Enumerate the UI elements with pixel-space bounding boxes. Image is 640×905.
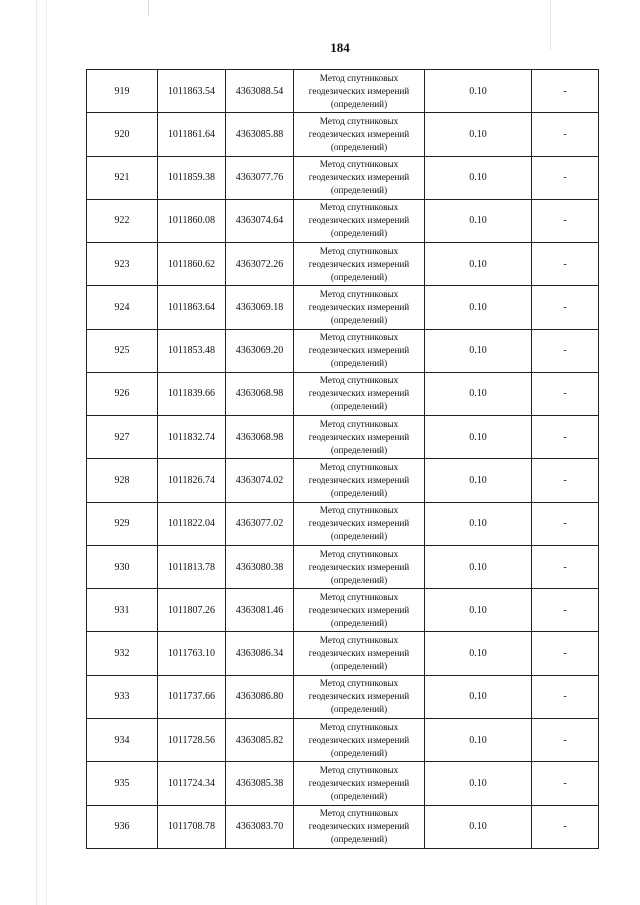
method-line: Метод спутниковых (319, 591, 399, 602)
y-coordinate-cell: 4363080.38 (226, 545, 294, 588)
method-line: Метод спутниковых (319, 245, 399, 256)
method-line: геодезических измерений (308, 691, 410, 702)
method-line: (определений) (330, 834, 388, 845)
table-row (87, 545, 599, 588)
x-coordinate-cell: 1011724.34 (158, 762, 226, 805)
note-cell: - (532, 243, 599, 286)
method-cell (294, 502, 425, 545)
method-line: геодезических измерений (308, 734, 410, 745)
table-row (87, 718, 599, 761)
method-line: геодезических измерений (308, 475, 410, 486)
y-coordinate-cell: 4363069.20 (226, 329, 294, 372)
method-line: (определений) (330, 747, 388, 758)
y-coordinate-cell: 4363081.46 (226, 589, 294, 632)
point-number-cell: 931 (87, 589, 158, 632)
note-cell: - (532, 502, 599, 545)
method-cell (294, 459, 425, 502)
point-number-cell: 921 (87, 156, 158, 199)
accuracy-cell: 0.10 (425, 675, 532, 718)
point-number-cell: 927 (87, 416, 158, 459)
x-coordinate-cell: 1011813.78 (158, 545, 226, 588)
x-coordinate-cell: 1011863.64 (158, 286, 226, 329)
table-row (87, 156, 599, 199)
y-coordinate-cell: 4363085.88 (226, 113, 294, 156)
point-number-cell: 929 (87, 502, 158, 545)
method-line: Метод спутниковых (319, 159, 399, 170)
x-coordinate-cell: 1011826.74 (158, 459, 226, 502)
table-row (87, 372, 599, 415)
point-number-cell: 936 (87, 805, 158, 848)
x-coordinate-cell: 1011708.78 (158, 805, 226, 848)
x-coordinate-cell: 1011860.08 (158, 199, 226, 242)
y-coordinate-cell: 4363085.82 (226, 718, 294, 761)
note-cell: - (532, 199, 599, 242)
accuracy-cell: 0.10 (425, 632, 532, 675)
y-coordinate-cell: 4363074.02 (226, 459, 294, 502)
note-cell: - (532, 113, 599, 156)
accuracy-cell: 0.10 (425, 113, 532, 156)
method-line: Метод спутниковых (319, 115, 399, 126)
note-cell: - (532, 762, 599, 805)
table-row (87, 805, 599, 848)
accuracy-cell: 0.10 (425, 199, 532, 242)
method-cell (294, 329, 425, 372)
method-line: Метод спутниковых (319, 505, 399, 516)
x-coordinate-cell: 1011859.38 (158, 156, 226, 199)
method-cell (294, 70, 425, 113)
table-row (87, 416, 599, 459)
method-line: (определений) (330, 141, 388, 152)
point-number-cell: 923 (87, 243, 158, 286)
method-cell (294, 416, 425, 459)
method-line: Метод спутниковых (319, 721, 399, 732)
method-line: геодезических измерений (308, 172, 410, 183)
method-cell (294, 589, 425, 632)
method-cell (294, 718, 425, 761)
note-cell: - (532, 156, 599, 199)
method-line: геодезических измерений (308, 518, 410, 529)
table-row (87, 329, 599, 372)
scan-artifact-left-inner (46, 0, 47, 905)
method-line: Метод спутниковых (319, 202, 399, 213)
point-number-cell: 926 (87, 372, 158, 415)
note-cell: - (532, 286, 599, 329)
note-cell: - (532, 545, 599, 588)
point-number-cell: 934 (87, 718, 158, 761)
method-cell (294, 632, 425, 675)
method-cell (294, 156, 425, 199)
page-number: 184 (330, 40, 350, 55)
scan-artifact-top (148, 0, 149, 16)
method-line: геодезических измерений (308, 215, 410, 226)
scan-artifact-left (36, 0, 37, 905)
note-cell: - (532, 329, 599, 372)
method-line: геодезических измерений (308, 777, 410, 788)
method-line: геодезических измерений (308, 648, 410, 659)
accuracy-cell: 0.10 (425, 372, 532, 415)
y-coordinate-cell: 4363083.70 (226, 805, 294, 848)
method-cell (294, 113, 425, 156)
point-number-cell: 932 (87, 632, 158, 675)
x-coordinate-cell: 1011807.26 (158, 589, 226, 632)
table-row (87, 286, 599, 329)
method-line: (определений) (330, 401, 388, 412)
point-number-cell: 919 (87, 70, 158, 113)
y-coordinate-cell: 4363086.34 (226, 632, 294, 675)
method-cell (294, 286, 425, 329)
method-cell (294, 199, 425, 242)
table-row (87, 243, 599, 286)
accuracy-cell: 0.10 (425, 718, 532, 761)
method-line: Метод спутниковых (319, 375, 399, 386)
method-cell (294, 805, 425, 848)
x-coordinate-cell: 1011860.62 (158, 243, 226, 286)
note-cell: - (532, 589, 599, 632)
x-coordinate-cell: 1011839.66 (158, 372, 226, 415)
method-line: (определений) (330, 185, 388, 196)
table-row (87, 632, 599, 675)
coordinates-table-body (87, 70, 599, 849)
point-number-cell: 928 (87, 459, 158, 502)
method-line: (определений) (330, 790, 388, 801)
y-coordinate-cell: 4363068.98 (226, 416, 294, 459)
accuracy-cell: 0.10 (425, 329, 532, 372)
method-line: Метод спутниковых (319, 548, 399, 559)
method-line: (определений) (330, 228, 388, 239)
method-line: Метод спутниковых (319, 462, 399, 473)
note-cell: - (532, 372, 599, 415)
method-line: геодезических измерений (308, 821, 410, 832)
method-cell (294, 762, 425, 805)
point-number-cell: 922 (87, 199, 158, 242)
x-coordinate-cell: 1011737.66 (158, 675, 226, 718)
x-coordinate-cell: 1011763.10 (158, 632, 226, 675)
method-line: геодезических измерений (308, 388, 410, 399)
method-line: (определений) (330, 444, 388, 455)
x-coordinate-cell: 1011832.74 (158, 416, 226, 459)
y-coordinate-cell: 4363085.38 (226, 762, 294, 805)
x-coordinate-cell: 1011861.64 (158, 113, 226, 156)
note-cell: - (532, 805, 599, 848)
x-coordinate-cell: 1011853.48 (158, 329, 226, 372)
accuracy-cell: 0.10 (425, 502, 532, 545)
note-cell: - (532, 632, 599, 675)
method-line: (определений) (330, 358, 388, 369)
method-line: геодезических измерений (308, 345, 410, 356)
x-coordinate-cell: 1011863.54 (158, 70, 226, 113)
method-line: Метод спутниковых (319, 418, 399, 429)
accuracy-cell: 0.10 (425, 762, 532, 805)
method-line: (определений) (330, 661, 388, 672)
accuracy-cell: 0.10 (425, 589, 532, 632)
point-number-cell: 930 (87, 545, 158, 588)
method-line: Метод спутниковых (319, 72, 399, 83)
y-coordinate-cell: 4363088.54 (226, 70, 294, 113)
method-line: Метод спутниковых (319, 635, 399, 646)
table-row (87, 199, 599, 242)
accuracy-cell: 0.10 (425, 70, 532, 113)
point-number-cell: 920 (87, 113, 158, 156)
y-coordinate-cell: 4363068.98 (226, 372, 294, 415)
table-row (87, 70, 599, 113)
method-line: геодезических измерений (308, 301, 410, 312)
method-line: геодезических измерений (308, 561, 410, 572)
method-line: Метод спутниковых (319, 764, 399, 775)
y-coordinate-cell: 4363072.26 (226, 243, 294, 286)
table-row (87, 502, 599, 545)
method-line: (определений) (330, 704, 388, 715)
y-coordinate-cell: 4363074.64 (226, 199, 294, 242)
method-line: геодезических измерений (308, 258, 410, 269)
accuracy-cell: 0.10 (425, 416, 532, 459)
method-cell (294, 545, 425, 588)
method-line: (определений) (330, 98, 388, 109)
table-row (87, 459, 599, 502)
y-coordinate-cell: 4363069.18 (226, 286, 294, 329)
table-row (87, 589, 599, 632)
note-cell: - (532, 459, 599, 502)
method-line: Метод спутниковых (319, 288, 399, 299)
method-line: (определений) (330, 488, 388, 499)
accuracy-cell: 0.10 (425, 243, 532, 286)
accuracy-cell: 0.10 (425, 805, 532, 848)
method-cell (294, 675, 425, 718)
note-cell: - (532, 70, 599, 113)
method-line: (определений) (330, 531, 388, 542)
method-line: Метод спутниковых (319, 332, 399, 343)
table-row (87, 675, 599, 718)
y-coordinate-cell: 4363086.80 (226, 675, 294, 718)
x-coordinate-cell: 1011822.04 (158, 502, 226, 545)
y-coordinate-cell: 4363077.02 (226, 502, 294, 545)
method-line: геодезических измерений (308, 128, 410, 139)
coordinates-table (86, 69, 599, 849)
point-number-cell: 935 (87, 762, 158, 805)
accuracy-cell: 0.10 (425, 459, 532, 502)
method-line: геодезических измерений (308, 604, 410, 615)
table-row (87, 762, 599, 805)
point-number-cell: 933 (87, 675, 158, 718)
point-number-cell: 924 (87, 286, 158, 329)
note-cell: - (532, 718, 599, 761)
method-line: геодезических измерений (308, 85, 410, 96)
method-line: (определений) (330, 314, 388, 325)
method-cell (294, 372, 425, 415)
method-line: Метод спутниковых (319, 678, 399, 689)
point-number-cell: 925 (87, 329, 158, 372)
method-line: (определений) (330, 617, 388, 628)
method-cell (294, 243, 425, 286)
x-coordinate-cell: 1011728.56 (158, 718, 226, 761)
method-line: Метод спутниковых (319, 808, 399, 819)
accuracy-cell: 0.10 (425, 286, 532, 329)
accuracy-cell: 0.10 (425, 545, 532, 588)
note-cell: - (532, 675, 599, 718)
accuracy-cell: 0.10 (425, 156, 532, 199)
table-row (87, 113, 599, 156)
note-cell: - (532, 416, 599, 459)
method-line: геодезических измерений (308, 431, 410, 442)
y-coordinate-cell: 4363077.76 (226, 156, 294, 199)
method-line: (определений) (330, 271, 388, 282)
method-line: (определений) (330, 574, 388, 585)
